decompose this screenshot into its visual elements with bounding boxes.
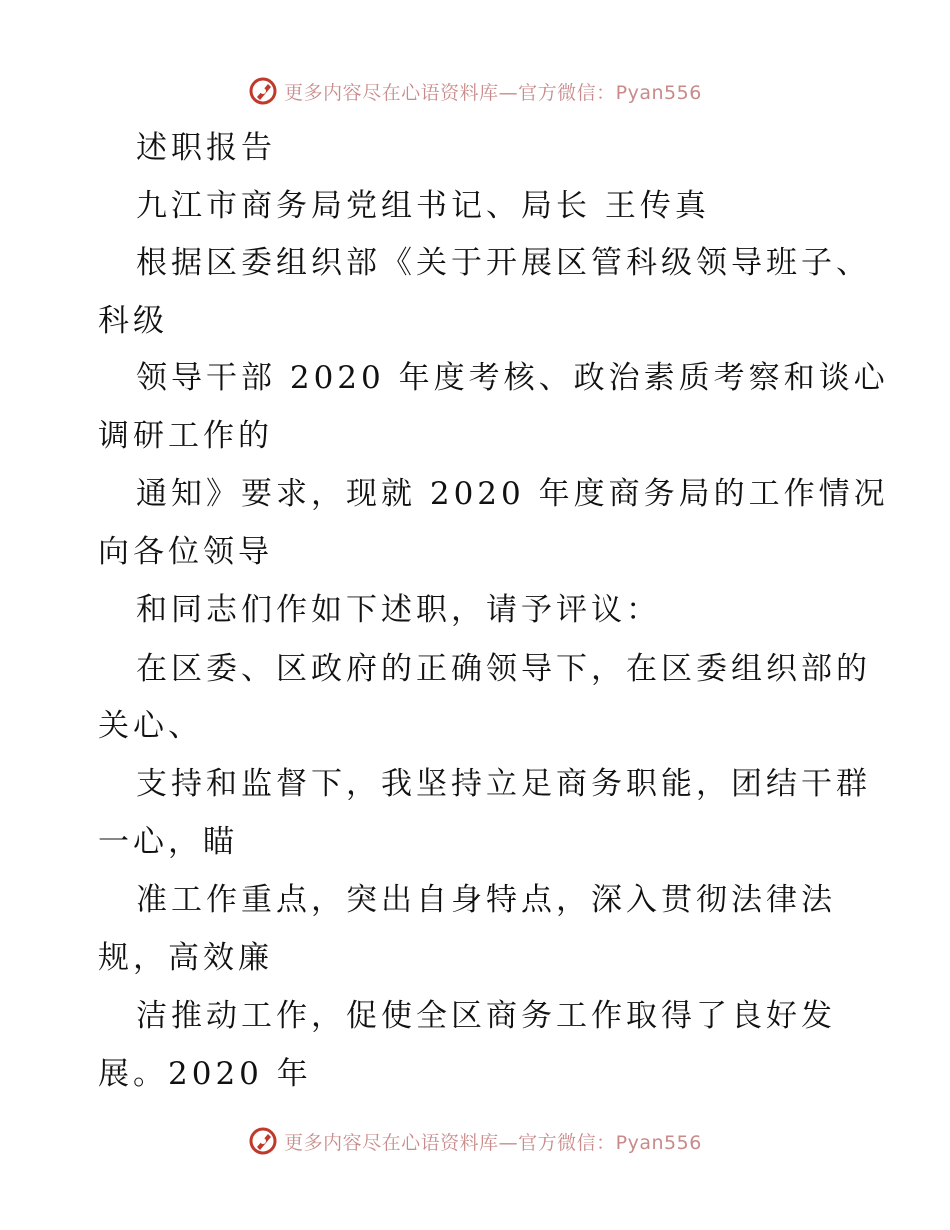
doc-author-line: 九江市商务局党组书记、局长 王传真 <box>136 188 710 224</box>
doc-paragraph-line: 通知》要求，现就 2020 年度商务局的工作情况 <box>136 476 889 512</box>
doc-paragraph-line: 一心，瞄 <box>98 824 238 860</box>
doc-paragraph-line: 在区委、区政府的正确领导下，在区委组织部的 <box>136 651 871 687</box>
doc-paragraph-line: 根据区委组织部《关于开展区管科级领导班子、 <box>136 245 871 281</box>
doc-paragraph-line: 和同志们作如下述职，请予评议： <box>136 592 661 628</box>
doc-paragraph-line: 向各位领导 <box>98 534 273 570</box>
red-circle-pen-logo-icon <box>248 76 278 106</box>
red-circle-pen-logo-icon <box>248 1126 278 1156</box>
doc-paragraph-line: 展。2020 年 <box>98 1056 312 1092</box>
doc-title: 述职报告 <box>136 130 276 166</box>
watermark-text: 更多内容尽在心语资料库—官方微信：Pyan556 <box>284 81 702 104</box>
doc-paragraph-line: 洁推动工作，促使全区商务工作取得了良好发 <box>136 998 836 1034</box>
doc-paragraph-line: 支持和监督下，我坚持立足商务职能，团结干群 <box>136 766 871 802</box>
doc-paragraph-line: 规，高效廉 <box>98 940 273 976</box>
doc-paragraph-line: 关心、 <box>98 708 203 744</box>
doc-paragraph-line: 科级 <box>98 303 168 339</box>
doc-paragraph-line: 准工作重点，突出自身特点，深入贯彻法律法 <box>136 882 836 918</box>
watermark-banner-bottom <box>0 1124 950 1158</box>
watermark-text: 更多内容尽在心语资料库—官方微信：Pyan556 <box>284 1131 702 1154</box>
watermark-banner-top <box>0 74 950 108</box>
doc-paragraph-line: 调研工作的 <box>98 418 273 454</box>
doc-paragraph-line: 领导干部 2020 年度考核、政治素质考察和谈心 <box>136 360 889 396</box>
